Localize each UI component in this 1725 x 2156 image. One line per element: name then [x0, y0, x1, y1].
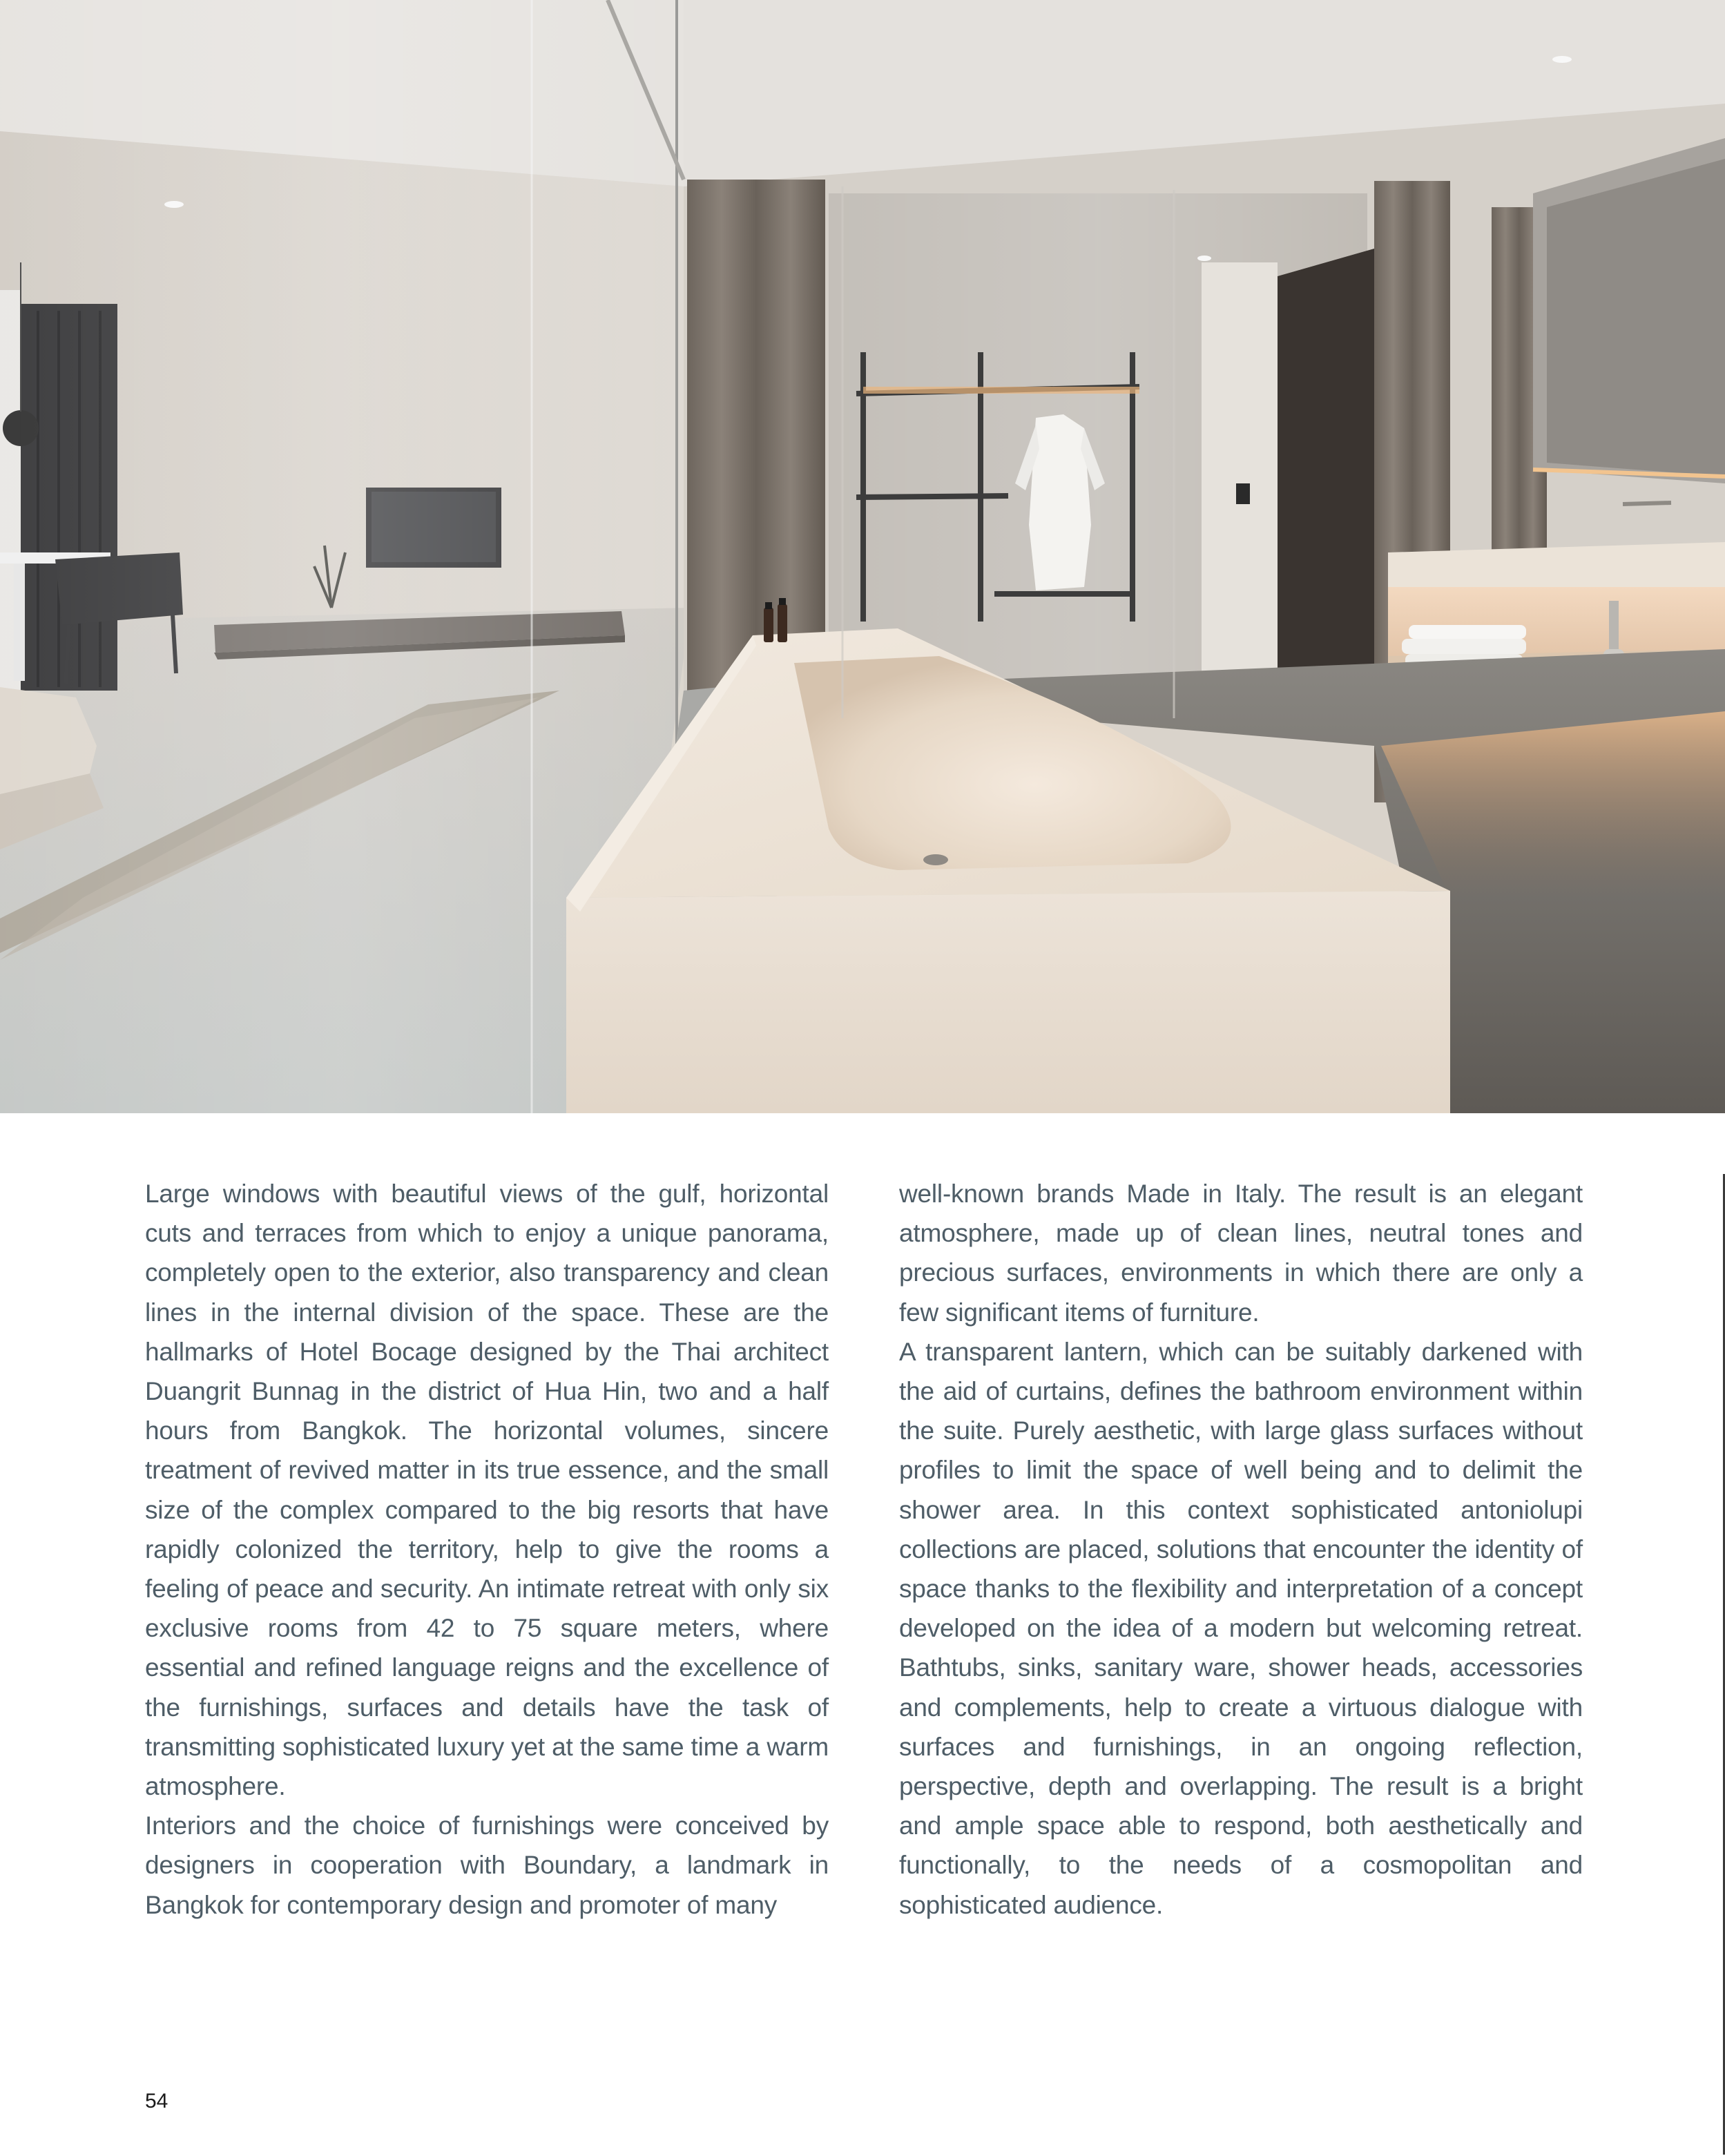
paragraph: A transparent lantern, which can be suitably darkened with the aid of curtains, defines the bathroom environment within the suite. Purely aesthetic, with large glass surfaces without profiles to limit the space of well being and to delimit the shower area. In this context sophisticated antoniolupi collections are placed, solutions that encounter the identity of space thanks to the flexibility and interpretation of a concept developed on the idea of a modern but welcoming retreat. Bathtubs, sinks, sanitary ware, shower heads, accessories and complements, help to create a virtuous dialogue with surfaces and furnishings, in an ongoing reflection, perspective, depth and overlapping. The result is a bright and ample space able to respond, both aesthetically and functionally, to the needs of a cosmopolitan and sophisticated audience. [899, 1337, 1583, 1919]
left-text-column [145, 1174, 829, 1925]
right-text-column [899, 1174, 1583, 1925]
paragraph: Large windows with beautiful views of the gulf, horizontal cuts and terraces from which to enjoy a unique panorama, completely open to the exterior, also transparency and clean lines in the internal division of the space. These are the hallmarks of Hotel Bocage designed by the Thai architect Duangrit Bunnag in the district of Hua Hin, two and a half hours from Bangkok. The horizontal volumes, sincere treatment of revived matter in its true essence, and the small size of the complex compared to the big resorts that have rapidly colonized the territory, help to give the rooms a feeling of peace and security. An intimate retreat with only six exclusive rooms from 42 to 75 square meters, where essential and refined language reigns and the excellence of the furnishings, surfaces and details have the task of transmitting sophisticated luxury yet at the same time a warm atmosphere. [145, 1180, 829, 1801]
page-number: 54 [145, 2090, 168, 2112]
paragraph: Interiors and the choice of furnishings were conceived by designers in cooperation with Boundary, a landmark in Bangkok for contemporary design and promoter of many [145, 1811, 829, 1919]
paragraph: well-known brands Made in Italy. The result is an elegant atmosphere, made up of clean lines, neutral tones and precious surfaces, environments in which there are only a few significant items of furniture. [899, 1180, 1583, 1327]
